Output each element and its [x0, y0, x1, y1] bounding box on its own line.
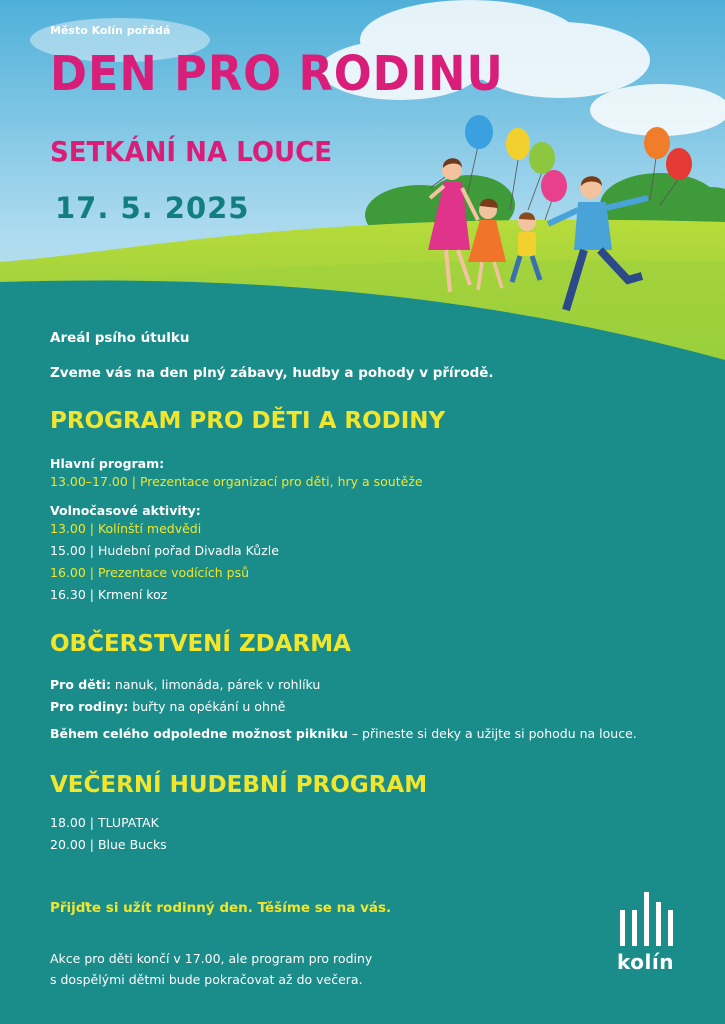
logo-wordmark: kolín — [617, 950, 674, 974]
picnic-label: Během celého odpoledne možnost pikniku — [50, 725, 348, 741]
kolin-logo-icon — [617, 890, 677, 950]
list-item: 16.00 | Prezentace vodících psů — [50, 565, 250, 581]
event-title: DEN PRO RODINU — [50, 46, 504, 102]
organizer-label: Město Kolín pořádá — [50, 24, 171, 37]
evening-heading: VEČERNÍ HUDEBNÍ PROGRAM — [50, 771, 428, 798]
refreshments-family — [50, 696, 690, 718]
program-heading: PROGRAM PRO DĚTI A RODINY — [50, 408, 446, 434]
footer-note — [50, 948, 470, 990]
leisure-label: Volnočasové aktivity: — [50, 503, 201, 519]
main-program-label: Hlavní program: — [50, 456, 165, 472]
family-text: buřty na opékání u ohně — [128, 698, 286, 714]
tagline: Zveme vás na den plný zábavy, hudby a pohody v přírodě. — [50, 365, 494, 381]
note-line: Akce pro děti končí v 17.00, ale program pro rodiny — [50, 951, 373, 966]
kolin-logo — [617, 890, 689, 986]
list-item: 13.00–17.00 | Prezentace organizací pro děti, hry a soutěže — [50, 474, 423, 490]
list-item: 18.00 | TLUPATAK — [50, 814, 159, 830]
refreshments-kids — [50, 674, 690, 696]
family-label: Pro rodiny: — [50, 698, 129, 714]
footer-cta: Přijďte si užít rodinný den. Těšíme se na vás. — [50, 900, 392, 916]
note-line: s dospělými dětmi bude pokračovat až do večera. — [50, 972, 363, 987]
refreshments-picnic — [50, 723, 690, 745]
kids-label: Pro děti: — [50, 676, 111, 692]
refreshments-heading: OBČERSTVENÍ ZDARMA — [50, 631, 351, 658]
list-item: 16.30 | Krmení koz — [50, 587, 168, 603]
venue: Areál psího útulku — [50, 330, 190, 346]
kids-text: nanuk, limonáda, párek v rohlíku — [110, 676, 321, 692]
list-item: 15.00 | Hudební pořad Divadla Kůzle — [50, 543, 279, 559]
list-item: 13.00 | Kolínští medvědi — [50, 521, 202, 537]
list-item: 20.00 | Blue Bucks — [50, 836, 167, 852]
content — [50, 330, 690, 856]
event-subtitle: SETKÁNÍ NA LOUCE — [50, 135, 333, 168]
picnic-text: – přineste si deky a užijte si pohodu na louce. — [347, 725, 637, 741]
event-date: 17. 5. 2025 — [55, 191, 250, 225]
